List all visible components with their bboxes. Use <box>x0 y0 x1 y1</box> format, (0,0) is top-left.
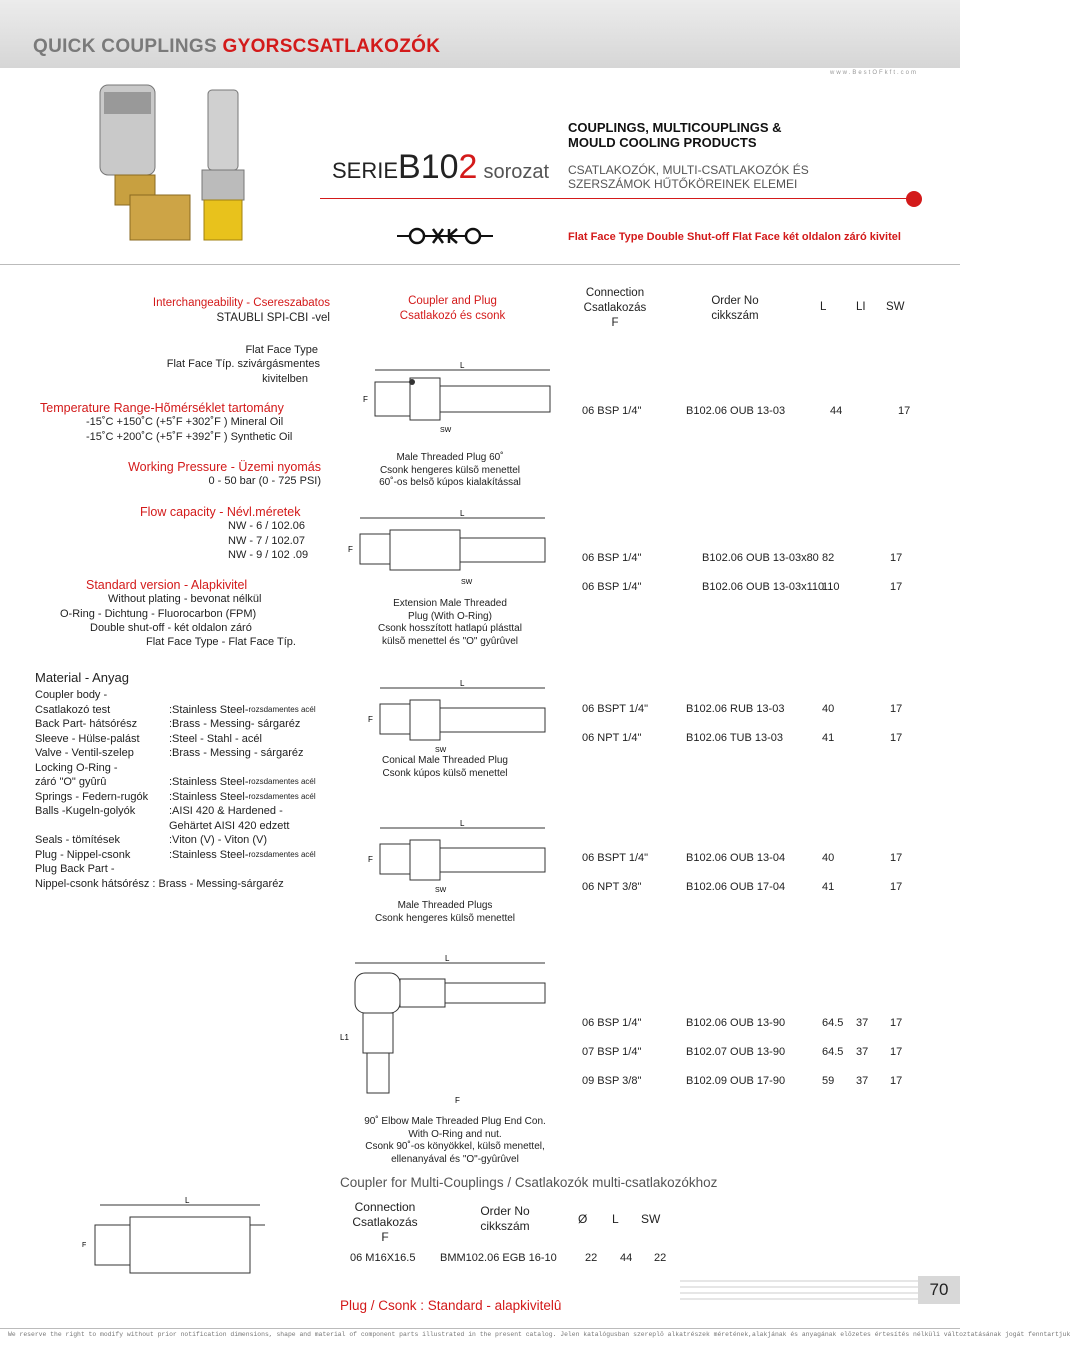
connection-header <box>560 286 670 331</box>
row-sw: 17 <box>898 405 911 417</box>
order-line2: cikkszám <box>711 310 759 322</box>
multi-row-connection: 06 M16X16.5 <box>350 1252 416 1264</box>
row-order: B102.06 OUB 13-90 <box>686 1017 786 1029</box>
footer-divider <box>0 1328 960 1329</box>
data-row <box>582 1075 912 1089</box>
right-sub-line2: SZERSZÁMOK HŰTŐKÖREINEK ELEMEI <box>568 177 798 191</box>
serie-code: B10 <box>398 148 459 186</box>
row-li: 37 <box>856 1017 869 1029</box>
row-order: B102.07 OUB 13-90 <box>686 1046 786 1058</box>
brand-logo <box>397 226 493 246</box>
caption-male-threaded-plugs <box>345 900 545 925</box>
row-connection: 06 BSP 1/4" <box>582 581 642 593</box>
material-value: :Stainless Steel- <box>169 776 249 788</box>
multi-order-line2: cikkszám <box>480 1219 530 1233</box>
temperature-spec <box>40 401 340 444</box>
material-key: Csatlakozó test <box>35 703 111 716</box>
website: www.BestOFkft.com <box>830 70 919 76</box>
flat-spec-1: Flat Face Type <box>245 344 318 356</box>
row-sw: 17 <box>890 1075 903 1087</box>
standard-title: Standard version - Alapkivitel <box>86 578 248 592</box>
flat-face-title: Flat Face Type Double Shut-off Flat Face két oldalon záró kivitel <box>568 231 901 243</box>
material-row <box>35 775 316 790</box>
material-note: rozsdamentes acél <box>248 849 316 859</box>
material-row <box>35 688 316 703</box>
page-stripes <box>680 1275 920 1305</box>
row-sw: 17 <box>890 1017 903 1029</box>
multi-conn-line2: Csatlakozás <box>352 1215 418 1229</box>
data-row <box>582 552 912 566</box>
svg-text:F: F <box>368 855 373 864</box>
material-key: Springs - Federn-rugók <box>35 790 149 803</box>
row-connection: 07 BSP 1/4" <box>582 1046 642 1058</box>
title-red: GYORSCSATLAKOZÓK <box>222 36 441 57</box>
temp-line2: -15˚C +200˚C (+5˚F +392˚F ) Synthetic Oil <box>86 430 293 443</box>
row-li: 37 <box>856 1046 869 1058</box>
row-l: 64.5 <box>822 1046 844 1058</box>
row-sw: 17 <box>890 881 903 893</box>
svg-text:L: L <box>460 509 465 518</box>
data-row <box>582 581 912 595</box>
order-line1: Order No <box>711 295 759 307</box>
row-connection: 06 BSPT 1/4" <box>582 703 649 715</box>
drawing-conical-plug <box>365 680 555 760</box>
caption-line: Csonk hengeres külsõ menettel <box>374 912 516 924</box>
row-sw: 17 <box>890 732 903 744</box>
caption-extension-plug <box>350 598 550 648</box>
row-connection: 06 BSP 1/4" <box>582 1017 642 1029</box>
material-row <box>35 819 316 834</box>
pressure-title: Working Pressure - Üzemi nyomás <box>128 460 321 474</box>
row-l: 41 <box>822 881 835 893</box>
row-order: B102.06 OUB 13-04 <box>686 852 786 864</box>
conn-line1: Connection <box>585 287 645 299</box>
material-key: záró "O" gyûrû <box>35 776 107 788</box>
serie-word: SERIE <box>332 158 399 183</box>
caption-line: ellenanyával és "O"-gyûrûvel <box>391 1153 519 1165</box>
conn-line2: Csatlakozás <box>583 302 647 314</box>
svg-text:F: F <box>363 395 368 404</box>
drawing-male-threaded-plugs <box>365 820 555 900</box>
row-li: 37 <box>856 1075 869 1087</box>
caption-line: Csonk 90˚-os könyökkel, külsõ menettel, <box>365 1141 545 1152</box>
caption-elbow-plug <box>345 1116 565 1166</box>
material-key: Plug Back Part - <box>35 863 115 875</box>
material-key: Plug - Nippel-csonk <box>35 848 131 861</box>
coupler-header <box>370 294 535 324</box>
flow-title: Flow capacity - Névl.méretek <box>140 505 301 519</box>
multi-d-header: Ø <box>578 1212 588 1226</box>
material-value: :Viton (V) - Viton (V) <box>169 834 268 846</box>
row-connection: 06 BSP 1/4" <box>582 552 642 564</box>
data-row <box>582 703 912 717</box>
row-order: B102.06 OUB 13-03x80 <box>702 552 819 564</box>
right-subtitle <box>568 163 809 191</box>
multi-title: Coupler for Multi-Couplings / Csatlakozók multi-csatlakozókhoz <box>340 1175 718 1190</box>
material-note: rozsdamentes acél <box>248 777 316 786</box>
material-value: :AISI 420 & Hardened - <box>169 805 283 817</box>
interchangeability-header <box>80 296 330 326</box>
svg-text:F: F <box>368 715 373 724</box>
svg-text:L1: L1 <box>340 1033 349 1042</box>
multi-order-header <box>465 1204 545 1234</box>
row-sw: 17 <box>890 1046 903 1058</box>
material-key: Nippel-csonk hátsórész : Brass - Messing-sárgaréz <box>35 877 284 890</box>
flow-line3: NW - 9 / 102 .09 <box>228 548 309 561</box>
li-header: LI <box>856 301 866 313</box>
material-note: rozsdamentes acél <box>248 791 316 801</box>
svg-text:SW: SW <box>435 887 447 894</box>
standard-line3: Double shut-off - két oldalon záró <box>90 621 252 634</box>
product-photo <box>90 80 270 250</box>
page-number: 70 <box>918 1276 960 1304</box>
standard-line4: Flat Face Type - Flat Face Típ. <box>146 636 296 649</box>
material-key: Locking O-Ring - <box>35 761 118 774</box>
row-l: 40 <box>822 852 835 864</box>
flow-spec <box>130 505 330 562</box>
order-header <box>680 294 790 324</box>
standard-spec <box>60 578 320 649</box>
material-key: Balls -Kugeln-golyók <box>35 805 136 817</box>
temp-line1: -15˚C +150˚C (+5˚F +302˚F ) Mineral Oil <box>86 416 284 429</box>
multi-l-header: L <box>612 1212 619 1226</box>
flow-line1: NW - 6 / 102.06 <box>228 520 306 533</box>
pressure-spec <box>40 460 321 489</box>
material-value: :Brass - Messing - sárgaréz <box>169 747 304 759</box>
material-title: Material - Anyag <box>35 670 129 685</box>
drawing-elbow-plug <box>335 955 555 1105</box>
multi-conn-line1: Connection <box>354 1200 416 1214</box>
caption-line: külsõ menettel és "O" gyûrûvel <box>381 635 519 647</box>
l-header: L <box>820 301 827 313</box>
material-row <box>35 848 316 863</box>
row-sw: 17 <box>890 852 903 864</box>
sorozat-word: sorozat <box>483 161 550 183</box>
data-row <box>582 881 912 895</box>
caption-line: Extension Male Threaded <box>393 598 507 609</box>
row-l: 41 <box>822 732 835 744</box>
material-value: :Stainless Steel- <box>169 703 249 716</box>
multi-row-l: 44 <box>620 1252 633 1264</box>
material-value: :Stainless Steel- <box>169 790 249 803</box>
caption-line: Csonk hosszított hatlapú plásttal <box>378 623 522 634</box>
flow-line2: NW - 7 / 102.07 <box>228 534 306 547</box>
temp-title: Temperature Range-Hõmérséklet tartomány <box>40 401 284 415</box>
standard-line2: O-Ring - Dichtung - Fluorocarbon (FPM) <box>60 607 257 620</box>
coupler-line2: Csatlakozó és csonk <box>399 310 506 322</box>
material-row <box>35 732 316 747</box>
material-value: :Steel - Stahl - acél <box>169 732 262 745</box>
material-row <box>35 862 316 877</box>
data-row <box>582 732 912 746</box>
row-sw: 17 <box>890 581 903 593</box>
svg-text:L: L <box>460 361 465 370</box>
material-row <box>35 790 316 805</box>
caption-line: Conical Male Threaded Plug <box>381 755 508 766</box>
row-sw: 17 <box>890 552 903 564</box>
flat-face-spec <box>100 343 320 386</box>
material-row <box>35 703 316 718</box>
material-list <box>35 688 316 891</box>
material-value: :Stainless Steel- <box>169 848 249 861</box>
row-l: 44 <box>830 405 843 417</box>
row-l: 110 <box>822 581 840 593</box>
caption-line: 60˚-os belsõ kúpos kialakítással <box>379 477 521 488</box>
data-row <box>582 405 912 419</box>
row-order: B102.06 RUB 13-03 <box>686 703 785 715</box>
right-sub-line1: CSATLAKOZÓK, MULTI-CSATLAKOZÓK ÉS <box>568 163 809 177</box>
svg-text:F: F <box>82 1242 87 1249</box>
row-order: B102.06 OUB 17-04 <box>686 881 786 893</box>
material-row <box>35 833 316 848</box>
row-connection: 06 NPT 1/4" <box>582 732 642 744</box>
material-value: Gehärtet AISI 420 edzett <box>169 819 290 832</box>
svg-text:L: L <box>185 1196 190 1205</box>
coupler-line1: Coupler and Plug <box>408 295 497 307</box>
section-divider <box>0 264 960 265</box>
page-title <box>33 36 440 58</box>
data-row <box>582 852 912 866</box>
material-row <box>35 877 316 892</box>
flat-spec-3: kivitelben <box>262 372 308 385</box>
material-note: rozsdamentes acél <box>248 704 316 714</box>
multi-row-order: BMM102.06 EGB 16-10 <box>440 1252 557 1264</box>
material-key <box>35 819 169 834</box>
svg-text:F: F <box>348 545 353 554</box>
svg-text:L: L <box>460 679 465 688</box>
row-order: B102.06 OUB 13-03 <box>686 405 786 417</box>
caption-conical-plug <box>345 755 545 780</box>
data-row <box>582 1046 912 1060</box>
row-connection: 06 BSP 1/4" <box>582 405 642 417</box>
row-l: 59 <box>822 1075 835 1087</box>
caption-line: Csonk hengeres külsõ menettel <box>379 464 521 476</box>
conn-line3: F <box>611 317 619 329</box>
caption-line: Male Threaded Plugs <box>397 900 493 911</box>
material-key: Sleeve - Hülse-palást <box>35 732 140 745</box>
standard-line1: Without plating - bevonat nélkül <box>108 593 262 606</box>
right-title-line1: COUPLINGS, MULTICOUPLINGS & <box>568 120 782 135</box>
caption-male-plug <box>350 452 550 490</box>
multi-row-d: 22 <box>585 1252 598 1264</box>
accent-dot <box>906 191 922 207</box>
caption-line: Csonk kúpos külsõ menettel <box>382 767 508 779</box>
svg-text:SW: SW <box>461 579 473 586</box>
accent-line <box>320 198 910 199</box>
standard-plug-note: Plug / Csonk : Standard - alapkivitelû <box>340 1298 562 1313</box>
interch-line1: Interchangeability - Csereszabatos <box>152 297 330 309</box>
multi-row-sw: 22 <box>654 1252 667 1264</box>
serie-code-red: 2 <box>458 148 478 186</box>
material-row <box>35 761 316 776</box>
material-row <box>35 804 316 819</box>
row-l: 40 <box>822 703 835 715</box>
material-row <box>35 717 316 732</box>
right-title-line2: MOULD COOLING PRODUCTS <box>568 135 757 150</box>
right-title <box>568 120 782 150</box>
footer-disclaimer: We reserve the right to modify without prior notification dimensions, shape and material of component parts illustrated in the present catalog. Jelen katalógusban szereplõ alkatrészek méretének,alakjának és anyagának elõzetes értesítés nélküli változtatásának jogát fenntartjuk <box>8 1331 1070 1338</box>
material-key: Valve - Ventil-szelep <box>35 747 134 759</box>
material-key: Coupler body - <box>35 689 108 701</box>
row-connection: 09 BSP 3/8" <box>582 1075 642 1087</box>
multi-conn-line3: F <box>381 1230 389 1244</box>
serie-label <box>332 148 549 187</box>
caption-line: Male Threaded Plug 60˚ <box>396 452 504 463</box>
sw-header: SW <box>886 301 905 313</box>
row-order: B102.06 TUB 13-03 <box>686 732 784 744</box>
title-grey: QUICK COUPLINGS <box>33 36 217 57</box>
row-order: B102.09 OUB 17-90 <box>686 1075 786 1087</box>
svg-text:F: F <box>455 1096 460 1105</box>
svg-text:SW: SW <box>440 427 452 434</box>
material-row <box>35 746 316 761</box>
svg-text:SW: SW <box>435 747 447 754</box>
row-l: 82 <box>822 552 835 564</box>
svg-text:L: L <box>460 819 465 828</box>
multi-data-row <box>350 1252 680 1266</box>
svg-text:L: L <box>445 954 450 963</box>
multi-connection-header <box>345 1200 425 1245</box>
caption-line: 90˚ Elbow Male Threaded Plug End Con. <box>364 1116 546 1127</box>
material-value: :Brass - Messing- sárgaréz <box>169 718 301 730</box>
flat-spec-2: Flat Face Típ. szivárgásmentes <box>166 358 320 371</box>
caption-line: Plug (With O-Ring) <box>408 610 492 622</box>
row-order: B102.06 OUB 13-03x110 <box>702 581 825 593</box>
data-row <box>582 1017 912 1031</box>
row-l: 64.5 <box>822 1017 844 1029</box>
drawing-male-plug <box>360 360 560 440</box>
interch-line2: STAUBLI SPI-CBI -vel <box>216 312 330 324</box>
caption-line: With O-Ring and nut. <box>408 1128 502 1140</box>
row-connection: 06 NPT 3/8" <box>582 881 642 893</box>
drawing-multi-coupler <box>80 1195 280 1290</box>
material-key: Back Part- hátsórész <box>35 718 138 730</box>
drawing-extension-plug <box>345 510 555 590</box>
multi-order-line1: Order No <box>480 1204 530 1218</box>
multi-sw-header: SW <box>641 1212 661 1226</box>
material-key: Seals - tömítések <box>35 834 120 846</box>
row-connection: 06 BSPT 1/4" <box>582 852 649 864</box>
row-sw: 17 <box>890 703 903 715</box>
pressure-line1: 0 - 50 bar (0 - 725 PSI) <box>208 475 321 488</box>
